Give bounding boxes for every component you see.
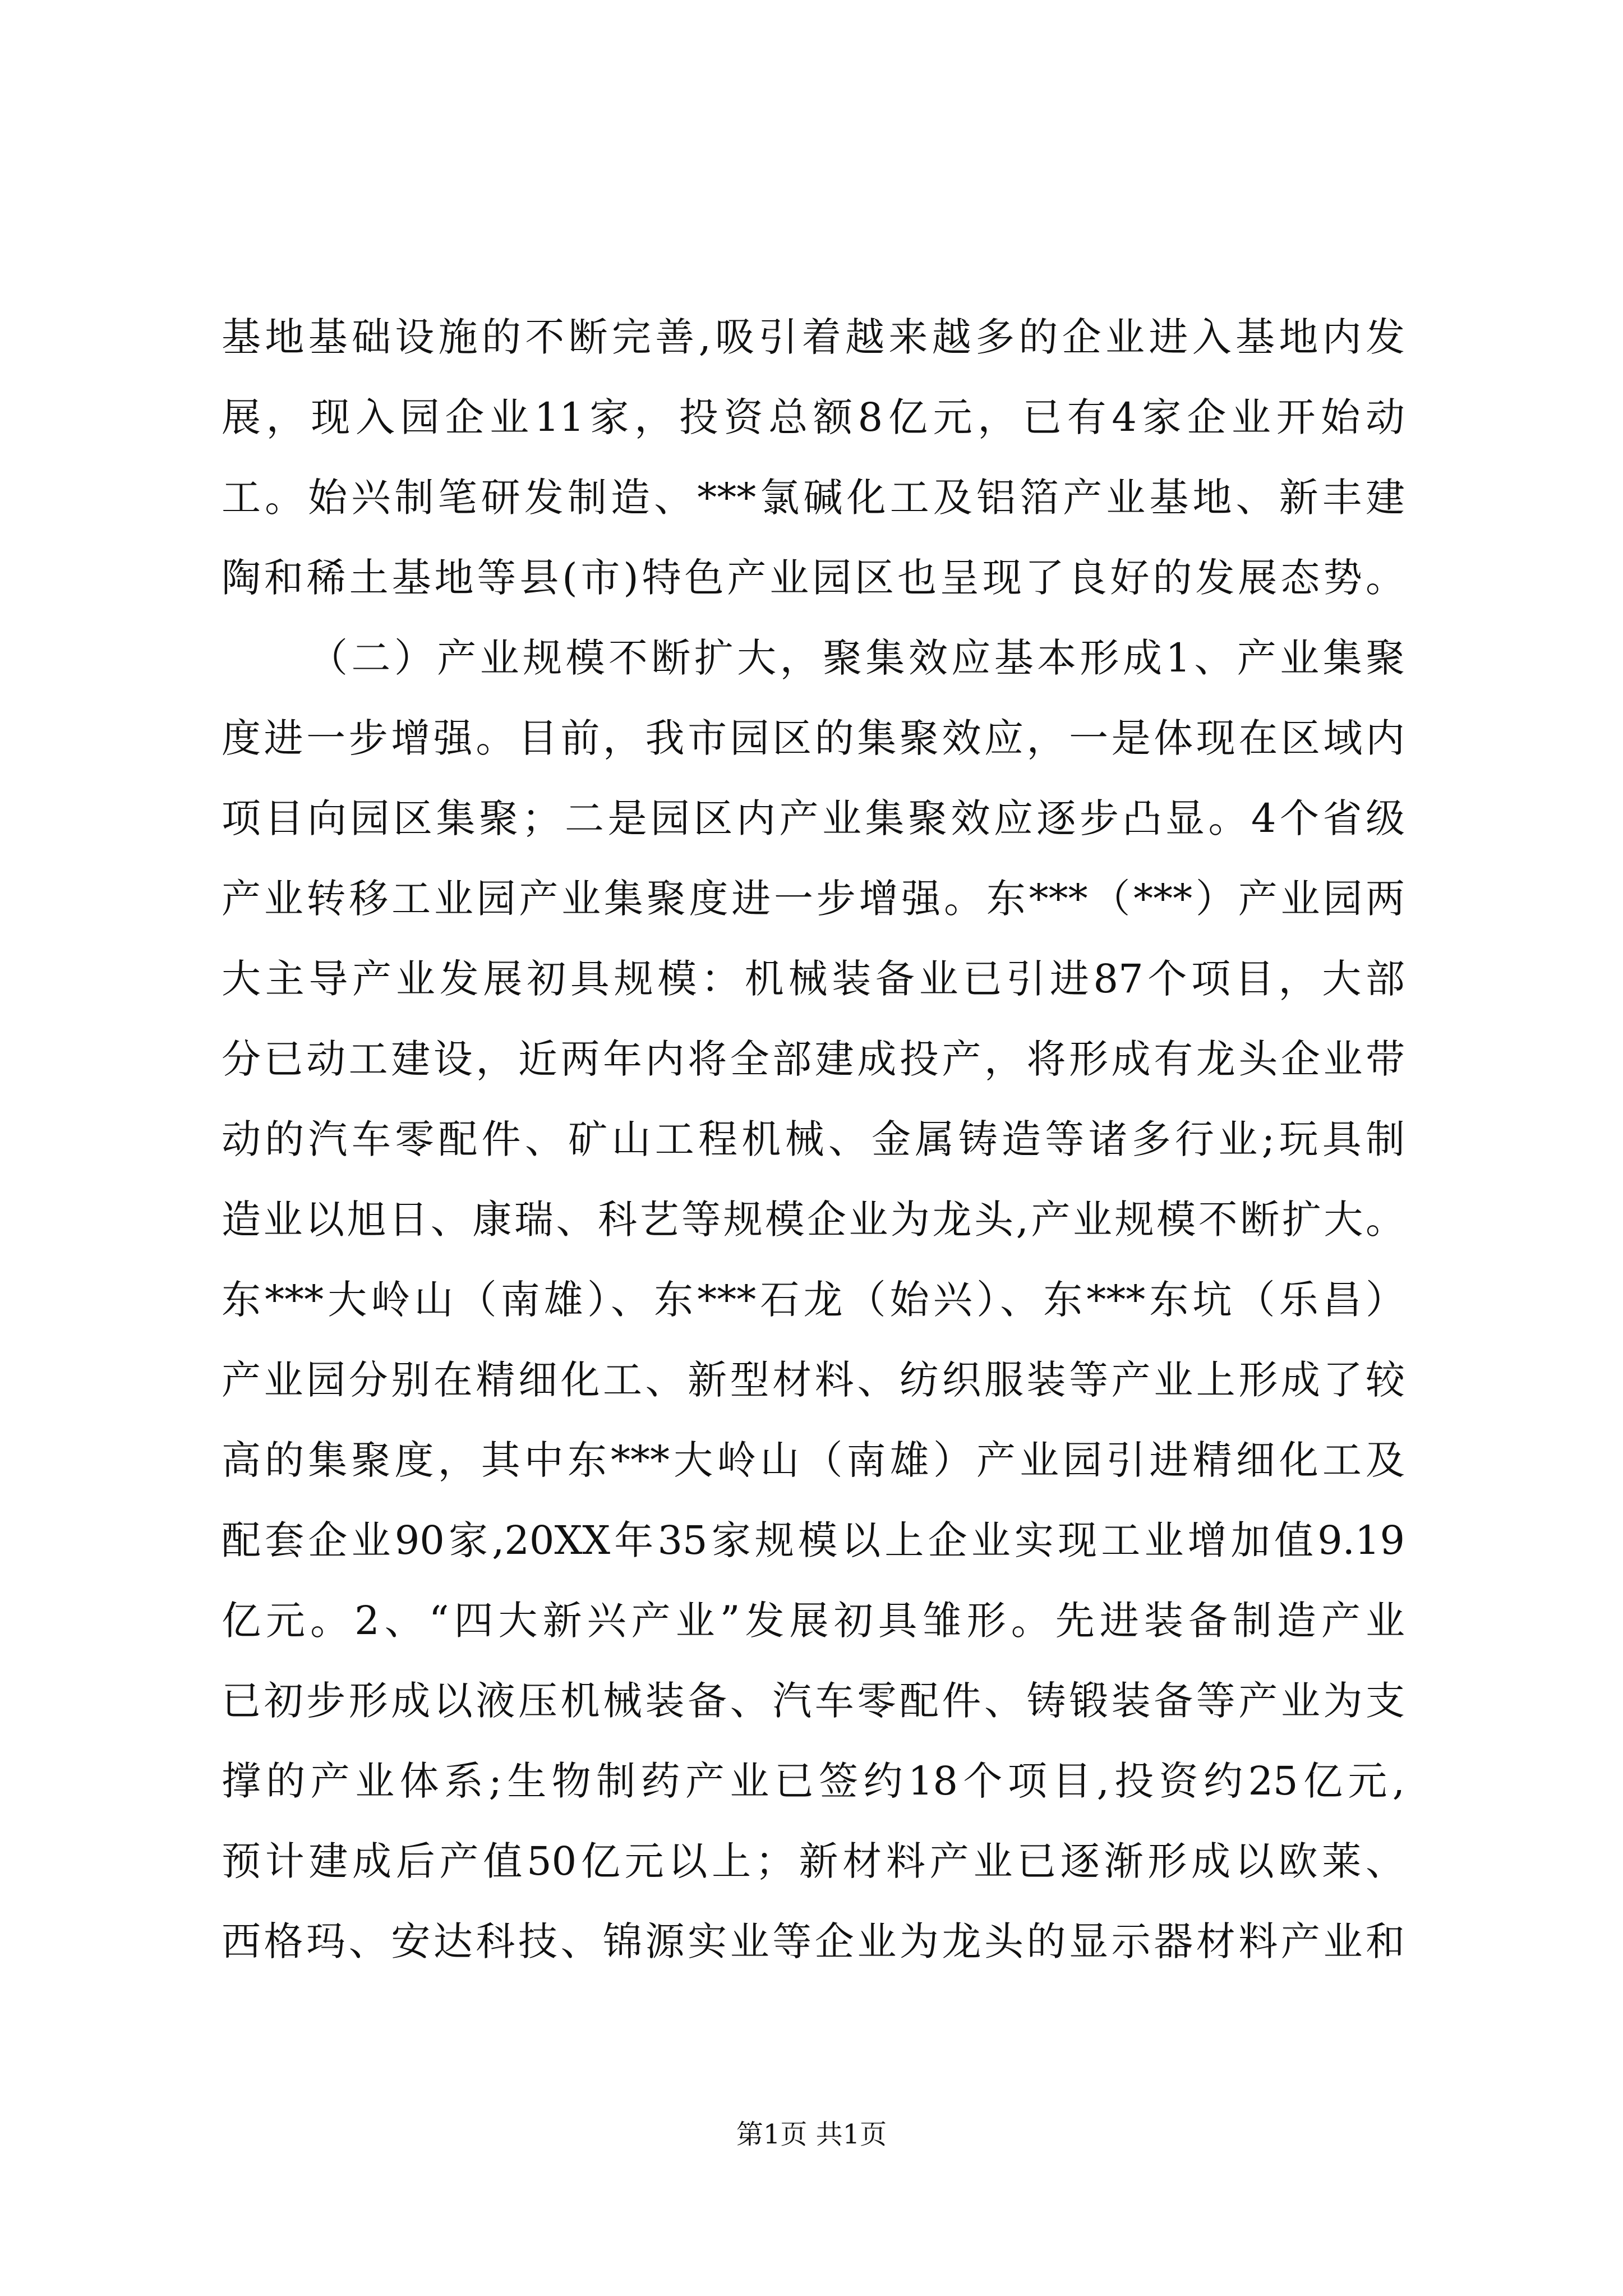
text-line-content: 配套企业90家,20XX年35家规模以上企业实现工业增加值9.19 bbox=[222, 1517, 1405, 1563]
text-line bbox=[222, 1581, 1405, 1661]
text-line bbox=[222, 1420, 1405, 1501]
text-line-content: 大主导产业发展初具规模：机械装备业已引进87个项目，大部 bbox=[222, 956, 1405, 1002]
text-line-content: 动的汽车零配件、矿山工程机械、金属铸造等诸多行业;玩具制 bbox=[222, 1116, 1405, 1162]
text-line-content: 东***大岭山（南雄）、东***石龙（始兴）、东***东坑（乐昌） bbox=[222, 1277, 1405, 1323]
text-line-content: 高的集聚度，其中东***大岭山（南雄）产业园引进精细化工及 bbox=[222, 1437, 1405, 1483]
text-line-content: 造业以旭日、康瑞、科艺等规模企业为龙头,产业规模不断扩大。 bbox=[222, 1197, 1405, 1243]
text-line-content: 亿元。2、“四大新兴产业”发展初具雏形。先进装备制造产业 bbox=[222, 1598, 1405, 1644]
page-footer: 第1页 共1页 bbox=[736, 2119, 887, 2150]
text-line-content: 西格玛、安达科技、锦源实业等企业为龙头的显示器材料产业和 bbox=[222, 1918, 1405, 1964]
text-line bbox=[222, 618, 1405, 698]
text-line bbox=[222, 1741, 1405, 1821]
text-line-content: 预计建成后产值50亿元以上；新材料产业已逐渐形成以欧莱、 bbox=[222, 1838, 1405, 1884]
text-line bbox=[222, 698, 1405, 779]
body-text bbox=[222, 297, 1405, 1982]
text-line bbox=[222, 1661, 1405, 1741]
text-line-content: 产业转移工业园产业集聚度进一步增强。东***（***）产业园两 bbox=[222, 876, 1405, 922]
text-line bbox=[222, 1340, 1405, 1420]
text-line bbox=[222, 1019, 1405, 1099]
text-line-content: 陶和稀土基地等县(市)特色产业园区也呈现了良好的发展态势。 bbox=[222, 555, 1405, 601]
text-line-content: 分已动工建设，近两年内将全部建成投产，将形成有龙头企业带 bbox=[222, 1036, 1405, 1082]
text-line bbox=[222, 1902, 1405, 1982]
text-line-content: 工。始兴制笔研发制造、***氯碱化工及铝箔产业基地、新丰建 bbox=[222, 475, 1405, 521]
text-line bbox=[222, 1180, 1405, 1260]
text-line-content: 基地基础设施的不断完善,吸引着越来越多的企业进入基地内发 bbox=[222, 314, 1405, 360]
text-line bbox=[222, 859, 1405, 939]
text-line-content: 度进一步增强。目前，我市园区的集聚效应，一是体现在区域内 bbox=[222, 715, 1405, 761]
text-line bbox=[222, 538, 1405, 618]
text-line bbox=[222, 779, 1405, 859]
text-line bbox=[222, 378, 1405, 458]
text-line bbox=[222, 1821, 1405, 1902]
text-line bbox=[222, 1501, 1405, 1581]
text-line bbox=[222, 939, 1405, 1019]
text-line bbox=[222, 1099, 1405, 1180]
text-line-content: 已初步形成以液压机械装备、汽车零配件、铸锻装备等产业为支 bbox=[222, 1678, 1405, 1724]
text-line bbox=[222, 1260, 1405, 1340]
text-line bbox=[222, 297, 1405, 378]
text-line-content: 撑的产业体系;生物制药产业已签约18个项目,投资约25亿元, bbox=[222, 1758, 1405, 1804]
text-line-content: 展，现入园企业11家，投资总额8亿元，已有4家企业开始动 bbox=[222, 394, 1405, 440]
text-line-content: （二）产业规模不断扩大，聚集效应基本形成1、产业集聚 bbox=[308, 635, 1405, 681]
text-line-content: 产业园分别在精细化工、新型材料、纺织服装等产业上形成了较 bbox=[222, 1357, 1405, 1403]
text-line bbox=[222, 458, 1405, 538]
text-line-content: 项目向园区集聚；二是园区内产业集聚效应逐步凸显。4个省级 bbox=[222, 795, 1405, 841]
